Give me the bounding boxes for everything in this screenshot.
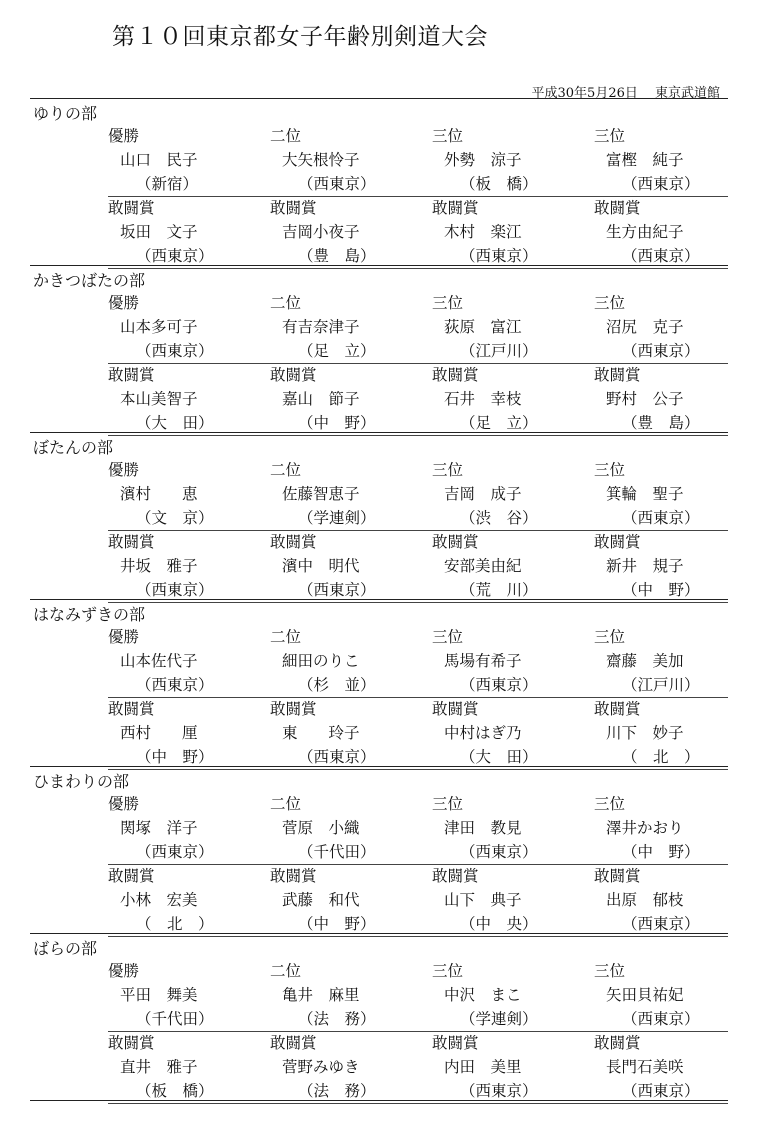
winner-name-row bbox=[108, 315, 748, 339]
winner-name: 亀井 麻里 bbox=[282, 986, 360, 1004]
winner-club: （西東京） bbox=[622, 915, 700, 933]
winner-club: （西東京） bbox=[136, 581, 214, 599]
winner-name: 矢田貝祐妃 bbox=[606, 986, 684, 1004]
division-section bbox=[0, 432, 760, 599]
winner-club: （西東京） bbox=[460, 1082, 538, 1100]
winner-club: （西東京） bbox=[298, 581, 376, 599]
winner-name: 大矢根怜子 bbox=[282, 151, 360, 169]
date-venue: 平成30年5月26日 東京武道館 bbox=[531, 86, 720, 101]
award-label: 敢闘賞 bbox=[108, 867, 155, 885]
award-label: 敢闘賞 bbox=[432, 1034, 479, 1052]
winner-name: 荻原 富江 bbox=[444, 318, 522, 336]
winner-club: （豊 島） bbox=[298, 247, 376, 265]
winner-name: 山口 民子 bbox=[120, 151, 198, 169]
award-label: 三位 bbox=[594, 294, 626, 312]
award-label: 敢闘賞 bbox=[432, 199, 479, 217]
winner-club: （千代田） bbox=[298, 843, 376, 861]
winner-club: （板 橋） bbox=[460, 175, 538, 193]
winner-name: 直井 雅子 bbox=[120, 1058, 198, 1076]
winner-name-row bbox=[108, 721, 748, 745]
winner-club: （法 務） bbox=[298, 1082, 376, 1100]
division-section bbox=[0, 265, 760, 432]
winner-name: 沼尻 克子 bbox=[606, 318, 684, 336]
award-label: 敢闘賞 bbox=[108, 700, 155, 718]
winner-club: （中 野） bbox=[622, 581, 700, 599]
winner-name: 中沢 まこ bbox=[444, 986, 522, 1004]
division-title: ゆりの部 bbox=[33, 104, 98, 123]
award-label: 敢闘賞 bbox=[594, 199, 641, 217]
winner-club-row bbox=[108, 339, 728, 364]
award-header-row bbox=[108, 1031, 748, 1055]
winner-name: 生方由紀子 bbox=[606, 223, 684, 241]
winner-name: 有吉奈津子 bbox=[282, 318, 360, 336]
award-label: 敢闘賞 bbox=[594, 1034, 641, 1052]
award-label: 二位 bbox=[270, 962, 302, 980]
winner-name: 中村はぎ乃 bbox=[444, 724, 522, 742]
winner-name: 山本佐代子 bbox=[120, 652, 198, 670]
division-title: かきつばたの部 bbox=[33, 271, 146, 290]
winner-name-row bbox=[108, 816, 748, 840]
award-label: 二位 bbox=[270, 461, 302, 479]
winner-club: （西東京） bbox=[622, 247, 700, 265]
winner-name: 野村 公子 bbox=[606, 390, 684, 408]
award-label: 三位 bbox=[432, 461, 464, 479]
winner-club: （板 橋） bbox=[136, 1082, 214, 1100]
winner-name: 細田のりこ bbox=[282, 652, 360, 670]
winner-name: 澤井かおり bbox=[606, 819, 684, 837]
award-label: 優勝 bbox=[108, 795, 140, 813]
winner-club: （西東京） bbox=[460, 843, 538, 861]
award-label: 敢闘賞 bbox=[108, 199, 155, 217]
winner-name: 本山美智子 bbox=[120, 390, 198, 408]
winner-name: 武藤 和代 bbox=[282, 891, 360, 909]
section-divider bbox=[30, 766, 728, 767]
winner-name: 川下 妙子 bbox=[606, 724, 684, 742]
award-label: 敢闘賞 bbox=[432, 366, 479, 384]
winner-club: （西東京） bbox=[622, 175, 700, 193]
award-label: 敢闘賞 bbox=[270, 700, 317, 718]
winner-name-row bbox=[108, 482, 748, 506]
winner-name: 濱村 恵 bbox=[120, 485, 198, 503]
award-label: 敢闘賞 bbox=[270, 1034, 317, 1052]
award-label: 敢闘賞 bbox=[108, 366, 155, 384]
award-header-row bbox=[108, 196, 748, 220]
winner-name-row bbox=[108, 220, 748, 244]
winner-club: （西東京） bbox=[136, 676, 214, 694]
award-label: 二位 bbox=[270, 294, 302, 312]
award-label: 二位 bbox=[270, 127, 302, 145]
winner-name: 山本多可子 bbox=[120, 318, 198, 336]
winner-name: 山下 典子 bbox=[444, 891, 522, 909]
winner-name: 濱中 明代 bbox=[282, 557, 360, 575]
winner-club: （西東京） bbox=[136, 843, 214, 861]
winner-club: （足 立） bbox=[460, 414, 538, 432]
winner-name: 外勢 涼子 bbox=[444, 151, 522, 169]
winner-name: 菅原 小織 bbox=[282, 819, 360, 837]
division-title: ぼたんの部 bbox=[33, 438, 114, 457]
award-label: 二位 bbox=[270, 795, 302, 813]
award-label: 敢闘賞 bbox=[594, 533, 641, 551]
winner-club: （中 野） bbox=[298, 414, 376, 432]
winner-club: （足 立） bbox=[298, 342, 376, 360]
award-label: 敢闘賞 bbox=[108, 533, 155, 551]
winner-club: （法 務） bbox=[298, 1010, 376, 1028]
award-label: 優勝 bbox=[108, 461, 140, 479]
award-label: 敢闘賞 bbox=[270, 533, 317, 551]
award-label: 敢闘賞 bbox=[432, 533, 479, 551]
winner-name-row bbox=[108, 649, 748, 673]
winner-club-row bbox=[108, 172, 728, 197]
award-label: 優勝 bbox=[108, 294, 140, 312]
award-header-row bbox=[108, 625, 748, 649]
award-header-row bbox=[108, 959, 748, 983]
award-label: 優勝 bbox=[108, 628, 140, 646]
award-label: 二位 bbox=[270, 628, 302, 646]
award-label: 三位 bbox=[432, 127, 464, 145]
winner-name: 小林 宏美 bbox=[120, 891, 198, 909]
award-label: 三位 bbox=[594, 127, 626, 145]
winner-name: 馬場有希子 bbox=[444, 652, 522, 670]
winner-club: （豊 島） bbox=[622, 414, 700, 432]
award-header-row bbox=[108, 530, 748, 554]
winner-club: （西東京） bbox=[622, 1010, 700, 1028]
winner-club: （新宿） bbox=[136, 175, 199, 193]
award-header-row bbox=[108, 363, 748, 387]
winner-club: （西東京） bbox=[298, 175, 376, 193]
winner-name: 安部美由紀 bbox=[444, 557, 522, 575]
winner-name: 箕輪 聖子 bbox=[606, 485, 684, 503]
winner-club: （江戸川） bbox=[622, 676, 700, 694]
section-divider bbox=[30, 599, 728, 600]
award-label: 敢闘賞 bbox=[270, 867, 317, 885]
winner-club: （西東京） bbox=[136, 247, 214, 265]
award-label: 敢闘賞 bbox=[432, 700, 479, 718]
section-divider bbox=[30, 933, 728, 934]
winner-club: （学連剣） bbox=[298, 509, 376, 527]
award-header-row bbox=[108, 124, 748, 148]
award-label: 敢闘賞 bbox=[432, 867, 479, 885]
winner-club: （中 野） bbox=[136, 748, 214, 766]
award-header-row bbox=[108, 697, 748, 721]
bottom-rule bbox=[30, 1100, 728, 1101]
winner-name: 菅野みゆき bbox=[282, 1058, 360, 1076]
winner-name: 吉岡小夜子 bbox=[282, 223, 360, 241]
winner-club: （杉 並） bbox=[298, 676, 376, 694]
award-label: 敢闘賞 bbox=[594, 700, 641, 718]
winner-name: 齋藤 美加 bbox=[606, 652, 684, 670]
award-label: 三位 bbox=[432, 962, 464, 980]
winner-club-row bbox=[108, 506, 728, 531]
winner-name: 木村 楽江 bbox=[444, 223, 522, 241]
winner-name: 井坂 雅子 bbox=[120, 557, 198, 575]
award-header-row bbox=[108, 291, 748, 315]
winner-club: （渋 谷） bbox=[460, 509, 538, 527]
award-label: 敢闘賞 bbox=[594, 867, 641, 885]
division-title: はなみずきの部 bbox=[33, 605, 146, 624]
division-section bbox=[0, 98, 760, 265]
award-label: 敢闘賞 bbox=[108, 1034, 155, 1052]
winner-name: 吉岡 成子 bbox=[444, 485, 522, 503]
award-label: 優勝 bbox=[108, 962, 140, 980]
award-header-row bbox=[108, 458, 748, 482]
section-divider bbox=[30, 265, 728, 266]
winner-club: （中 野） bbox=[622, 843, 700, 861]
award-label: 敢闘賞 bbox=[270, 199, 317, 217]
winner-name: 長門石美咲 bbox=[606, 1058, 684, 1076]
winner-club: （西東京） bbox=[460, 247, 538, 265]
winner-club: （江戸川） bbox=[460, 342, 538, 360]
winner-name: 嘉山 節子 bbox=[282, 390, 360, 408]
winner-club-row bbox=[108, 673, 728, 698]
division-section bbox=[0, 933, 760, 1100]
winner-name-row bbox=[108, 387, 748, 411]
winner-name: 出原 郁枝 bbox=[606, 891, 684, 909]
winner-club: （西東京） bbox=[136, 342, 214, 360]
winner-name: 富樫 純子 bbox=[606, 151, 684, 169]
winner-club: （西東京） bbox=[622, 342, 700, 360]
winner-name: 坂田 文子 bbox=[120, 223, 198, 241]
award-label: 三位 bbox=[594, 962, 626, 980]
award-label: 三位 bbox=[432, 294, 464, 312]
winner-club: （大 田） bbox=[460, 748, 538, 766]
award-label: 三位 bbox=[594, 795, 626, 813]
winner-club: （荒 川） bbox=[460, 581, 538, 599]
award-label: 敢闘賞 bbox=[594, 366, 641, 384]
winner-name: 石井 幸枝 bbox=[444, 390, 522, 408]
winner-name-row bbox=[108, 1055, 748, 1079]
section-divider bbox=[30, 432, 728, 433]
winner-club: （文 京） bbox=[136, 509, 214, 527]
award-label: 三位 bbox=[594, 628, 626, 646]
page-title: 第１０回東京都女子年齢別剣道大会 bbox=[112, 24, 488, 50]
winner-club-row bbox=[108, 840, 728, 865]
award-label: 三位 bbox=[432, 795, 464, 813]
winner-club: （西東京） bbox=[622, 509, 700, 527]
winner-name: 津田 教見 bbox=[444, 819, 522, 837]
award-label: 三位 bbox=[432, 628, 464, 646]
winner-name: 東 玲子 bbox=[282, 724, 360, 742]
division-section bbox=[0, 599, 760, 766]
winner-club: （西東京） bbox=[298, 748, 376, 766]
award-label: 優勝 bbox=[108, 127, 140, 145]
division-title: ひまわりの部 bbox=[33, 772, 130, 791]
division-title: ばらの部 bbox=[33, 939, 98, 958]
winner-name: 関塚 洋子 bbox=[120, 819, 198, 837]
winner-club-row bbox=[108, 1007, 728, 1032]
award-label: 三位 bbox=[594, 461, 626, 479]
award-header-row bbox=[108, 864, 748, 888]
winner-name-row bbox=[108, 888, 748, 912]
winner-club: （ 北 ） bbox=[136, 915, 214, 933]
award-label: 敢闘賞 bbox=[270, 366, 317, 384]
winner-name-row bbox=[108, 983, 748, 1007]
winner-club: （大 田） bbox=[136, 414, 214, 432]
results-list bbox=[0, 98, 760, 1100]
winner-name: 新井 規子 bbox=[606, 557, 684, 575]
winner-club: （西東京） bbox=[622, 1082, 700, 1100]
winner-name: 西村 厘 bbox=[120, 724, 198, 742]
winner-name: 佐藤智恵子 bbox=[282, 485, 360, 503]
winner-club: （千代田） bbox=[136, 1010, 214, 1028]
award-header-row bbox=[108, 792, 748, 816]
winner-club: （中 央） bbox=[460, 915, 538, 933]
winner-club: （ 北 ） bbox=[622, 748, 700, 766]
winner-name-row bbox=[108, 554, 748, 578]
winner-name-row bbox=[108, 148, 748, 172]
division-section bbox=[0, 766, 760, 933]
winner-name: 内田 美里 bbox=[444, 1058, 522, 1076]
section-divider bbox=[30, 98, 728, 99]
winner-name: 平田 舞美 bbox=[120, 986, 198, 1004]
winner-club: （西東京） bbox=[460, 676, 538, 694]
winner-club: （学連剣） bbox=[460, 1010, 538, 1028]
winner-club: （中 野） bbox=[298, 915, 376, 933]
